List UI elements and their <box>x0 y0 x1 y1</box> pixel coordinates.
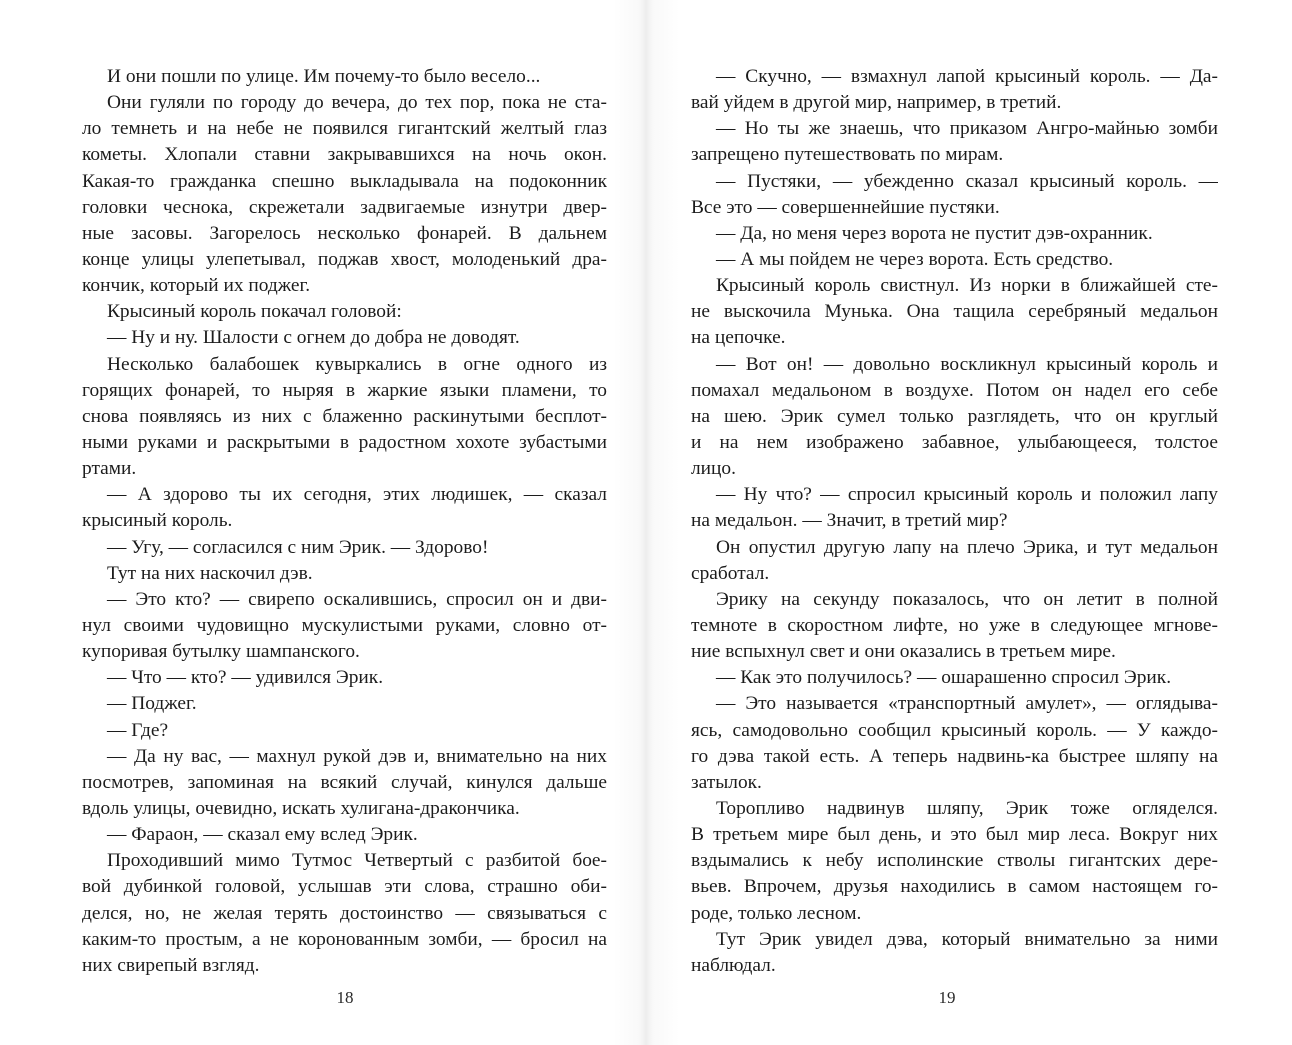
text-line: кончик, который их поджег. <box>82 275 311 297</box>
text-line: ные засовы. Загорелось несколько фонарей. В дальнем <box>82 222 607 244</box>
text-line: Проходивший мимо Тутмос Четвертый с разбитой боe- <box>107 850 607 872</box>
text-line: — Да ну вас, — махнул рукой дэв и, внимательно на них <box>107 745 607 767</box>
text-line: Он опустил другую лапу на плечо Эрика, и тут медальон <box>716 536 1218 558</box>
text-line: и на нем изображено забавное, улыбающееся, толстое <box>691 431 1218 453</box>
text-line: — А здорово ты их сегодня, этих людишек, — сказал <box>107 484 607 506</box>
text-line: ными руками и раскрытыми в радостном хохоте зубастыми <box>82 431 607 453</box>
text-line: горящих фонарей, то ныряя в жаркие языки пламени, то <box>82 379 607 401</box>
text-line: головки чеснока, скрежетали задвигаемые изнутри двер- <box>82 196 607 218</box>
text-line: темноте в скоростном лифте, но уже в следующее мгнове- <box>691 614 1218 636</box>
text-line: В третьем мире был день, и это был мир леса. Вокруг них <box>691 824 1218 846</box>
text-line: на медальон. — Значит, в третий мир? <box>691 510 1008 532</box>
text-line: сработал. <box>691 562 770 584</box>
text-line: не выскочила Мунька. Она тащила серебряный медальон <box>691 301 1218 323</box>
text-line: — Фараон, — сказал ему вслед Эрик. <box>107 824 418 846</box>
text-line: вай уйдем в другой мир, например, в третий. <box>691 92 1062 114</box>
text-line: — Это кто? — свирепо оскалившись, спросил он и дви- <box>107 588 607 610</box>
text-line: ние вспыхнул свет и они оказались в третьем мире. <box>691 641 1116 663</box>
text-line: ртами. <box>82 458 137 480</box>
text-line: И они пошли по улице. Им почему-то было весело... <box>107 66 541 87</box>
text-line: лицо. <box>691 458 736 480</box>
text-line: — Ну и ну. Шалости с огнем до добра не доводят. <box>107 327 520 349</box>
text-line: вьев. Впрочем, друзья находились в самом настоящем го- <box>691 876 1218 898</box>
text-line: Эрику на секунду показалось, что он летит в полной <box>716 588 1218 610</box>
right-page-text <box>691 64 1218 979</box>
text-line: — Да, но меня через ворота не пустит дэв-охранник. <box>716 222 1153 244</box>
text-line: — Как это получилось? — ошарашенно спросил Эрик. <box>716 667 1172 689</box>
text-line: ясь, самодовольно сообщил крысиный король. — У каждо- <box>691 719 1218 741</box>
text-line: затылок. <box>691 771 762 793</box>
text-line: запрещено путешествовать по мирам. <box>691 144 1004 166</box>
left-page-text <box>82 64 607 979</box>
text-line: — А мы пойдем не через ворота. Есть средство. <box>716 248 1114 270</box>
text-line: конце улицы улепетывал, поджав хвост, молоденький дра- <box>82 248 607 270</box>
text-line: — Пустяки, — убежденно сказал крысиный король. — <box>716 170 1218 192</box>
text-line: наблюдал. <box>691 954 776 976</box>
text-line: — Где? <box>107 719 169 741</box>
text-line: на цепочке. <box>691 327 786 349</box>
text-line: крысиный король. <box>82 510 233 532</box>
text-line: купоривая бутылку шампанского. <box>82 641 360 663</box>
text-line: делся, но, не желая терять достоинство — связываться с <box>82 902 607 924</box>
text-line: кометы. Хлопали ставни закрывавшихся на ночь окон. <box>82 144 607 166</box>
text-line: — Это называется «транспортный амулет», — оглядыва- <box>716 693 1218 715</box>
text-line: на шею. Эрик сумел только разглядеть, что он круглый <box>691 405 1218 427</box>
text-line: роде, только лесном. <box>691 902 862 924</box>
text-line: вздымались к небу исполинские стволы гигантских дере- <box>691 850 1218 872</box>
text-line: Тут Эрик увидел дэва, который внимательно за ними <box>716 928 1218 950</box>
text-line: Несколько балабошек кувыркались в огне одного из <box>107 353 607 375</box>
text-line: ло темнеть и на небе не появился гигантский желтый глаз <box>82 118 607 140</box>
text-line: — Вот он! — довольно воскликнул крысиный король и <box>716 353 1218 375</box>
text-line: Крысиный король покачал головой: <box>107 301 402 323</box>
text-line: вдоль улицы, очевидно, искать хулигана-дракончика. <box>82 797 520 819</box>
text-line: вой дубинкой головой, услышав эти слова, страшно оби- <box>82 876 607 898</box>
text-line: — Угу, — согласился с ним Эрик. — Здорово! <box>107 536 489 558</box>
text-line: — Но ты же знаешь, что приказом Ангро-майнью зомби <box>716 118 1218 140</box>
text-line: Крысиный король свистнул. Из норки в ближайшей сте- <box>716 275 1218 297</box>
text-line: — Скучно, — взмахнул лапой крысиный король. — Да- <box>716 66 1218 87</box>
text-line: — Ну что? — спросил крысиный король и положил лапу <box>716 484 1218 506</box>
text-line: помахал медальоном в воздухе. Потом он надел его себе <box>691 379 1218 401</box>
text-line: Все это — совершеннейшие пустяки. <box>691 196 1000 218</box>
right-page <box>646 0 1292 1045</box>
text-line: Тут на них наскочил дэв. <box>107 562 313 584</box>
text-line: снова появляясь из них с блаженно раскинутыми бесплот- <box>82 405 607 427</box>
text-line: них свирепый взгляд. <box>82 954 260 976</box>
text-line: — Поджег. <box>107 693 197 715</box>
text-line: Какая-то гражданка спешно выкладывала на подоконник <box>82 170 607 192</box>
text-line: Они гуляли по городу до вечера, до тех пор, пока не ста- <box>107 92 607 114</box>
text-line: посмотрев, запоминая на всякий случай, кинулся дальше <box>82 771 607 793</box>
right-page-number: 19 <box>938 988 956 1007</box>
text-line: нул своими чудовищно мускулистыми руками, словно от- <box>82 614 607 636</box>
text-line: Торопливо надвинув шляпу, Эрик тоже огляделся. <box>716 797 1218 819</box>
text-line: — Что — кто? — удивился Эрик. <box>107 667 384 689</box>
text-line: го дэва такой есть. А теперь надвинь-ка быстрее шляпу на <box>691 745 1218 767</box>
left-page-number: 18 <box>336 988 354 1007</box>
text-line: каким-то простым, а не коронованным зомби, — бросил на <box>82 928 607 950</box>
